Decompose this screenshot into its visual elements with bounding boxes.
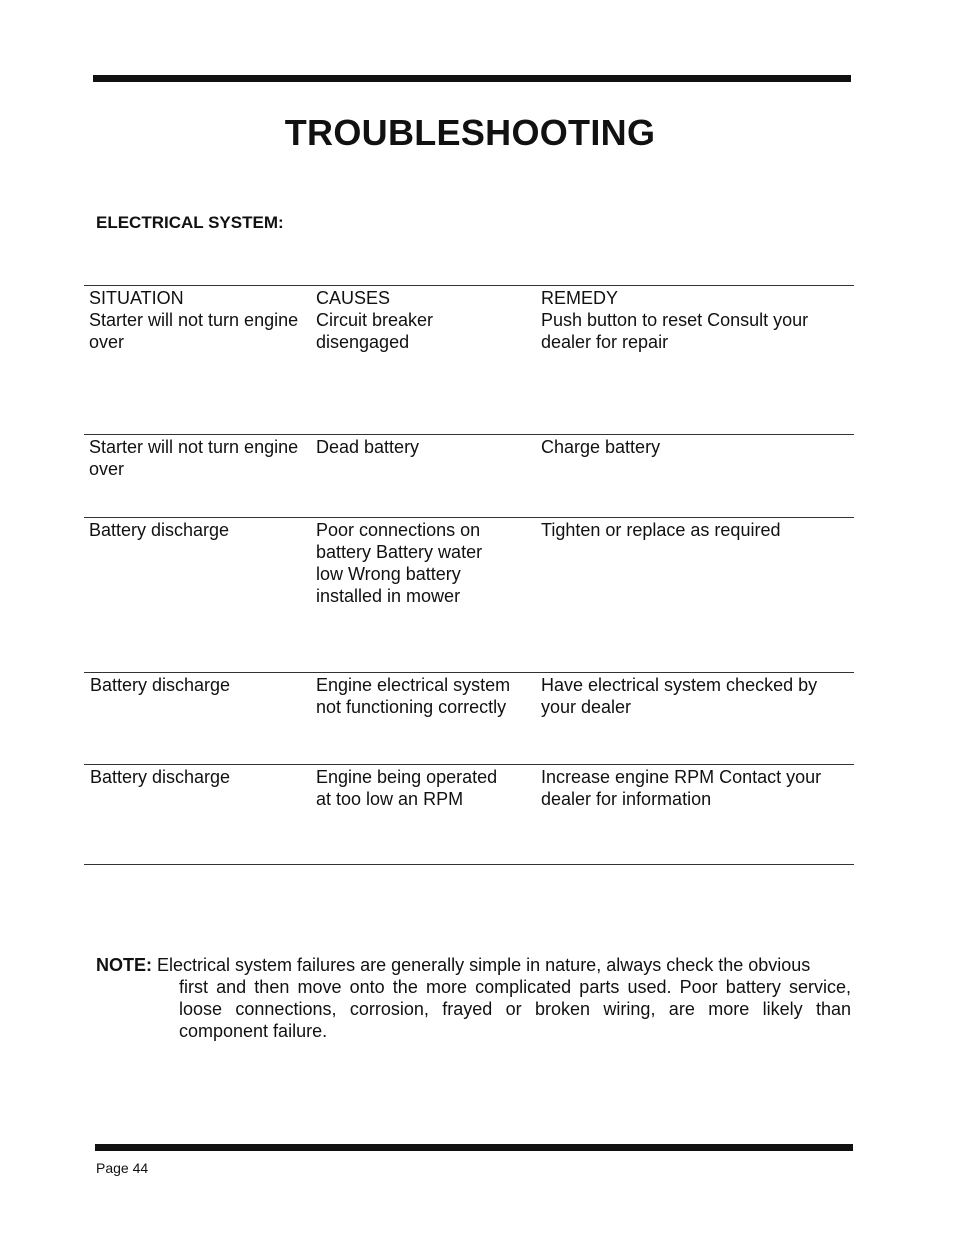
situation-cell: Battery discharge [90,675,231,695]
situation-cell: Battery discharge [90,767,231,787]
note-text-rest: first and then move onto the more complicated parts used. Poor battery service, loose connections, corrosion, frayed or broken wiring, are more likely than component failure. [179,977,851,1041]
remedy-cell: Charge battery [541,437,661,457]
header-causes [316,287,531,353]
causes-cell: Engine being operated at too low an RPM [316,767,498,809]
note-label: NOTE: [96,955,152,975]
bottom-rule [95,1144,853,1151]
note-paragraph [96,954,851,1042]
remedy-cell: Tighten or replace as required [541,520,781,540]
note-first-line [96,954,851,976]
causes-cell: Engine electrical system not functioning correctly [316,675,511,717]
header-situation [89,287,304,353]
situation-cell: Starter will not turn engine over [89,437,299,479]
causes-cell: Dead battery [316,437,420,457]
remedy-cell: Push button to reset Consult your dealer for repair [541,310,809,352]
section-heading: ELECTRICAL SYSTEM: [96,213,284,232]
causes-cell: Circuit breaker disengaged [316,310,434,352]
remedy-cell: Have electrical system checked by your dealer [541,675,818,717]
page-number: Page 44 [96,1160,149,1176]
header-remedy [541,287,841,353]
table-rule [84,285,854,286]
causes-cell: Poor connections on battery Battery water low Wrong battery installed in mower [316,520,483,606]
table-rule [84,434,854,435]
remedy-cell: Increase engine RPM Contact your dealer for information [541,767,822,809]
situation-cell: Starter will not turn engine over [89,310,299,352]
header-situation-label: SITUATION [89,288,184,308]
header-remedy-label: REMEDY [541,288,619,308]
situation-cell: Battery discharge [89,520,230,540]
table-rule [84,672,854,673]
page-title: TROUBLESHOOTING [284,112,656,153]
header-causes-label: CAUSES [316,288,391,308]
note-text-first: Electrical system failures are generally simple in nature, always check the obvious [157,955,811,975]
table-rule [84,764,854,765]
table-rule [84,517,854,518]
table-rule [84,864,854,865]
top-rule [93,75,851,82]
